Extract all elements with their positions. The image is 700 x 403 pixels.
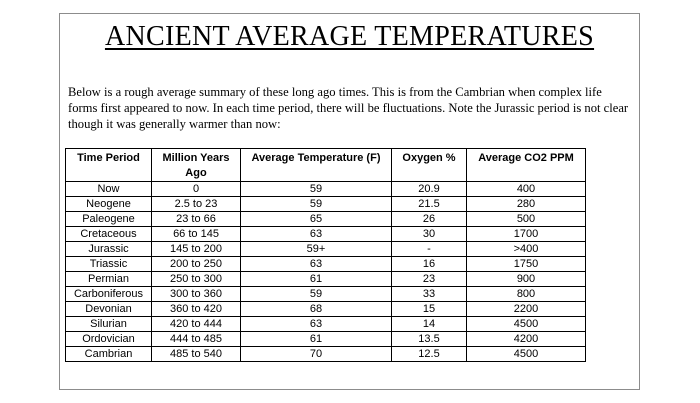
cell-million-years-ago: 0 [152,182,241,197]
cell-average-co2: 800 [467,287,586,302]
table-row [66,347,586,362]
cell-oxygen: 14 [392,317,467,332]
cell-time-period: Now [66,182,152,197]
cell-average-co2: >400 [467,242,586,257]
cell-average-temperature: 59+ [241,242,392,257]
cell-average-temperature: 70 [241,347,392,362]
cell-million-years-ago: 23 to 66 [152,212,241,227]
document-frame [59,13,640,390]
cell-time-period: Ordovician [66,332,152,347]
cell-million-years-ago: 66 to 145 [152,227,241,242]
cell-average-co2: 4500 [467,317,586,332]
table-row [66,257,586,272]
cell-oxygen: 20.9 [392,182,467,197]
cell-average-co2: 2200 [467,302,586,317]
cell-million-years-ago: 200 to 250 [152,257,241,272]
cell-oxygen: 16 [392,257,467,272]
cell-million-years-ago: 444 to 485 [152,332,241,347]
cell-average-temperature: 63 [241,227,392,242]
cell-oxygen: 13.5 [392,332,467,347]
cell-oxygen: - [392,242,467,257]
table-row [66,212,586,227]
intro-paragraph: Below is a rough average summary of these long ago times. This is from the Cambrian when complex life forms first appeared to now. In each time period, there will be fluctuations. Note the Jurassic period is not clear though it was generally warmer than now: [68,85,629,131]
table-row [66,272,586,287]
cell-time-period: Triassic [66,257,152,272]
cell-million-years-ago: 2.5 to 23 [152,197,241,212]
cell-average-temperature: 61 [241,332,392,347]
cell-million-years-ago: 300 to 360 [152,287,241,302]
cell-average-temperature: 65 [241,212,392,227]
temperature-table [65,148,586,362]
table-row [66,242,586,257]
table-row [66,182,586,197]
cell-average-co2: 4200 [467,332,586,347]
cell-million-years-ago: 420 to 444 [152,317,241,332]
table-row [66,287,586,302]
cell-average-temperature: 68 [241,302,392,317]
cell-oxygen: 33 [392,287,467,302]
cell-time-period: Cretaceous [66,227,152,242]
cell-average-co2: 280 [467,197,586,212]
cell-time-period: Jurassic [66,242,152,257]
cell-oxygen: 23 [392,272,467,287]
cell-average-co2: 4500 [467,347,586,362]
cell-oxygen: 12.5 [392,347,467,362]
cell-average-temperature: 61 [241,272,392,287]
cell-average-co2: 500 [467,212,586,227]
cell-time-period: Neogene [66,197,152,212]
cell-average-co2: 1750 [467,257,586,272]
cell-average-temperature: 59 [241,182,392,197]
cell-average-temperature: 59 [241,287,392,302]
cell-average-co2: 400 [467,182,586,197]
cell-oxygen: 21.5 [392,197,467,212]
cell-average-temperature: 59 [241,197,392,212]
table-header-row [66,149,586,182]
cell-time-period: Silurian [66,317,152,332]
cell-time-period: Devonian [66,302,152,317]
cell-time-period: Carboniferous [66,287,152,302]
cell-oxygen: 30 [392,227,467,242]
header-time-period: Time Period [66,149,152,182]
table-row [66,302,586,317]
table-row [66,227,586,242]
cell-average-co2: 900 [467,272,586,287]
cell-oxygen: 15 [392,302,467,317]
cell-million-years-ago: 485 to 540 [152,347,241,362]
header-average-co2: Average CO2 PPM [467,149,586,182]
table-row [66,197,586,212]
cell-average-temperature: 63 [241,257,392,272]
table-row [66,317,586,332]
header-average-temperature: Average Temperature (F) [241,149,392,182]
page-title: ANCIENT AVERAGE TEMPERATURES [104,21,595,52]
cell-million-years-ago: 145 to 200 [152,242,241,257]
cell-million-years-ago: 250 to 300 [152,272,241,287]
cell-time-period: Permian [66,272,152,287]
cell-average-temperature: 63 [241,317,392,332]
cell-time-period: Paleogene [66,212,152,227]
cell-oxygen: 26 [392,212,467,227]
header-million-years-ago: Million Years Ago [152,149,241,182]
cell-average-co2: 1700 [467,227,586,242]
table-row [66,332,586,347]
header-oxygen: Oxygen % [392,149,467,182]
cell-time-period: Cambrian [66,347,152,362]
cell-million-years-ago: 360 to 420 [152,302,241,317]
